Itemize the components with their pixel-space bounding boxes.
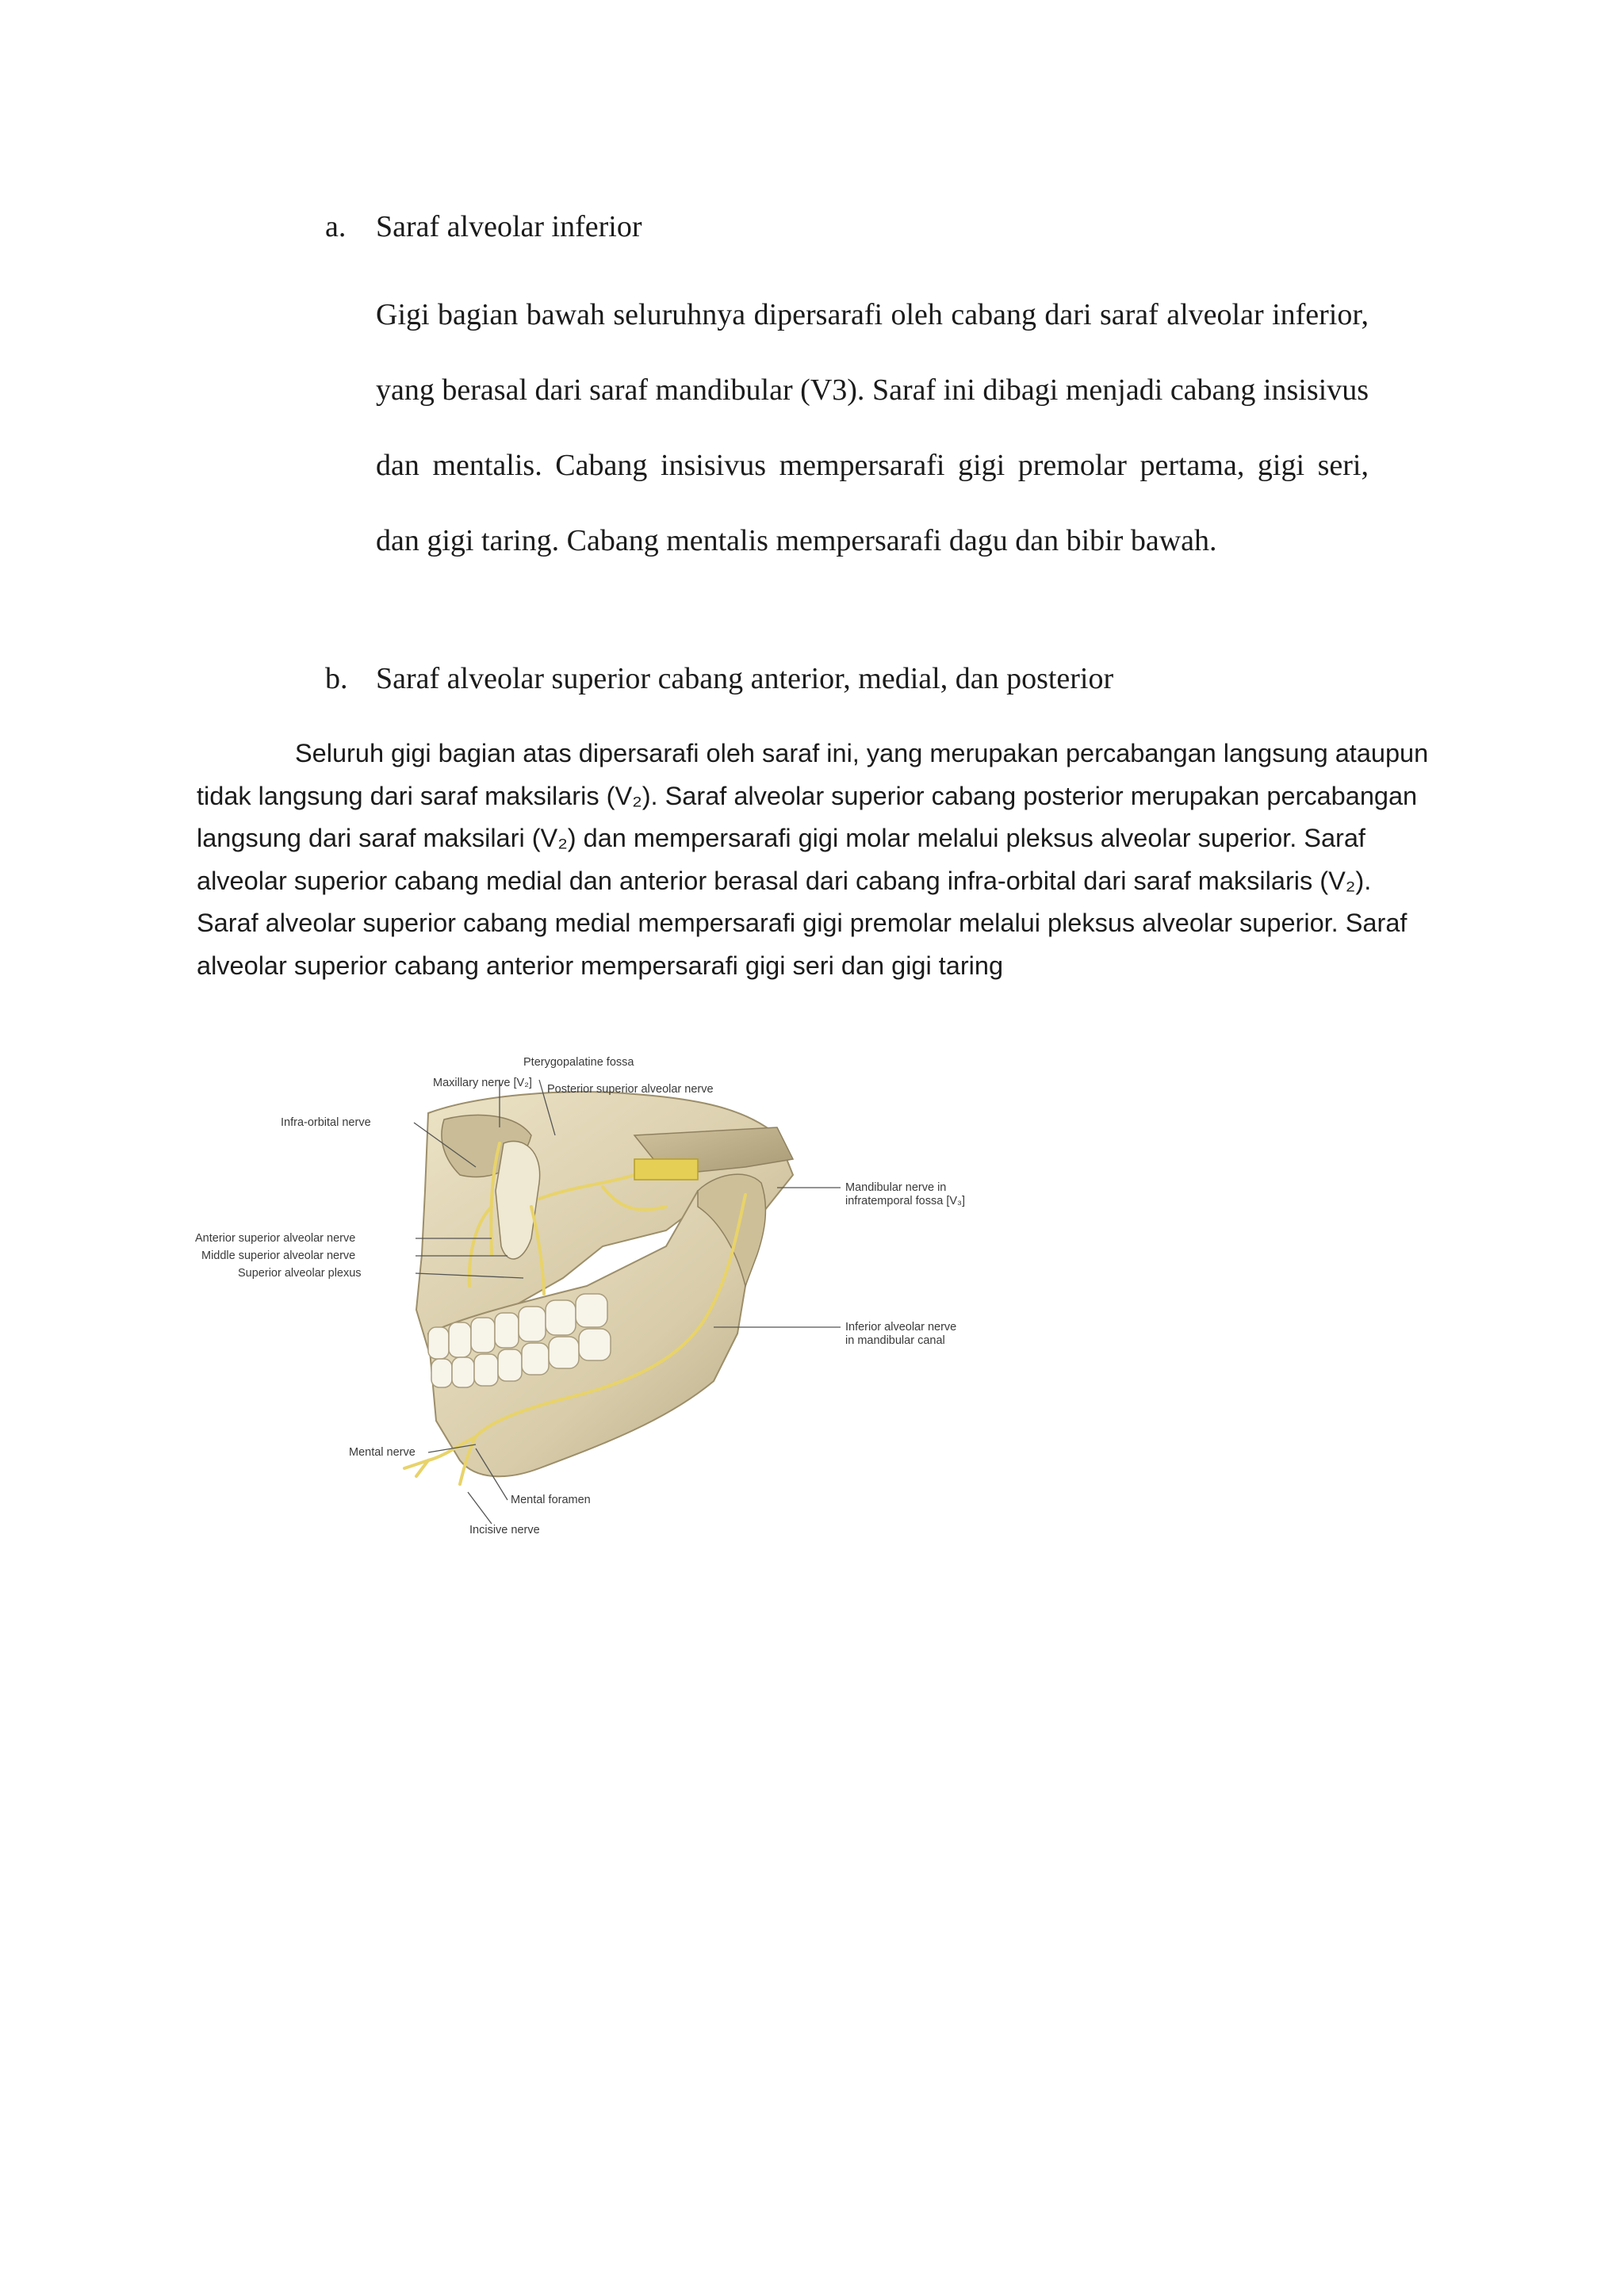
label-posterior-superior-alveolar-nerve: Posterior superior alveolar nerve <box>547 1083 714 1096</box>
section-b-title: Saraf alveolar superior cabang anterior, medial, dan posterior <box>376 662 1114 695</box>
section-b-paragraph <box>197 733 1431 987</box>
label-mandibular-nerve <box>845 1181 965 1208</box>
label-mandibular-nerve-line2: infratemporal fossa [V₃] <box>845 1195 965 1207</box>
section-b-paragraph-text: Seluruh gigi bagian atas dipersarafi oleh saraf ini, yang merupakan percabangan langsung ataupun tidak langsung dari saraf maksilaris (V₂). Saraf alveolar superior cabang posterior merupakan percabangan langsung dari saraf maksilari (V₂) dan mempersarafi gigi molar melalui pleksus alveolar superior. Saraf alveolar superior cabang medial dan anterior berasal dari cabang infra-orbital dari saraf maksilaris (V₂). Saraf alveolar superior cabang medial mempersarafi gigi premolar melalui pleksus alveolar superior. Saraf alveolar superior cabang anterior mempersarafi gigi seri dan gigi taring <box>197 739 1429 980</box>
list-marker-b: b. <box>325 662 348 695</box>
label-incisive-nerve: Incisive nerve <box>469 1524 540 1536</box>
label-inferior-alveolar-nerve <box>845 1321 956 1348</box>
label-pterygopalatine-fossa: Pterygopalatine fossa <box>523 1056 634 1069</box>
jaw-nerve-illustration <box>190 1048 983 1556</box>
label-mental-nerve: Mental nerve <box>349 1446 416 1459</box>
label-superior-alveolar-plexus: Superior alveolar plexus <box>238 1267 362 1280</box>
section-a-paragraph: Gigi bagian bawah seluruhnya dipersarafi oleh cabang dari saraf alveolar inferior, yang berasal dari saraf mandibular (V3). Saraf ini dibagi menjadi cabang insisivus dan mentalis. Cabang insisivus mempersarafi gigi premolar pertama, gigi seri, dan gigi taring. Cabang mentalis mempersarafi dagu dan bibir bawah. <box>376 298 1369 557</box>
pterygopalatine-ganglion <box>634 1159 698 1180</box>
label-inferior-alveolar-nerve-line2: in mandibular canal <box>845 1334 945 1347</box>
label-middle-superior-alveolar-nerve: Middle superior alveolar nerve <box>201 1249 356 1262</box>
label-maxillary-nerve: Maxillary nerve [V₂] <box>433 1077 532 1089</box>
label-anterior-superior-alveolar-nerve: Anterior superior alveolar nerve <box>195 1232 356 1245</box>
label-mandibular-nerve-line1: Mandibular nerve in <box>845 1181 947 1194</box>
list-marker-a: a. <box>325 210 347 243</box>
section-a-title: Saraf alveolar inferior <box>376 210 642 243</box>
label-mental-foramen: Mental foramen <box>511 1494 591 1506</box>
label-inferior-alveolar-nerve-line1: Inferior alveolar nerve <box>845 1321 957 1334</box>
label-infra-orbital-nerve: Infra-orbital nerve <box>281 1116 371 1129</box>
